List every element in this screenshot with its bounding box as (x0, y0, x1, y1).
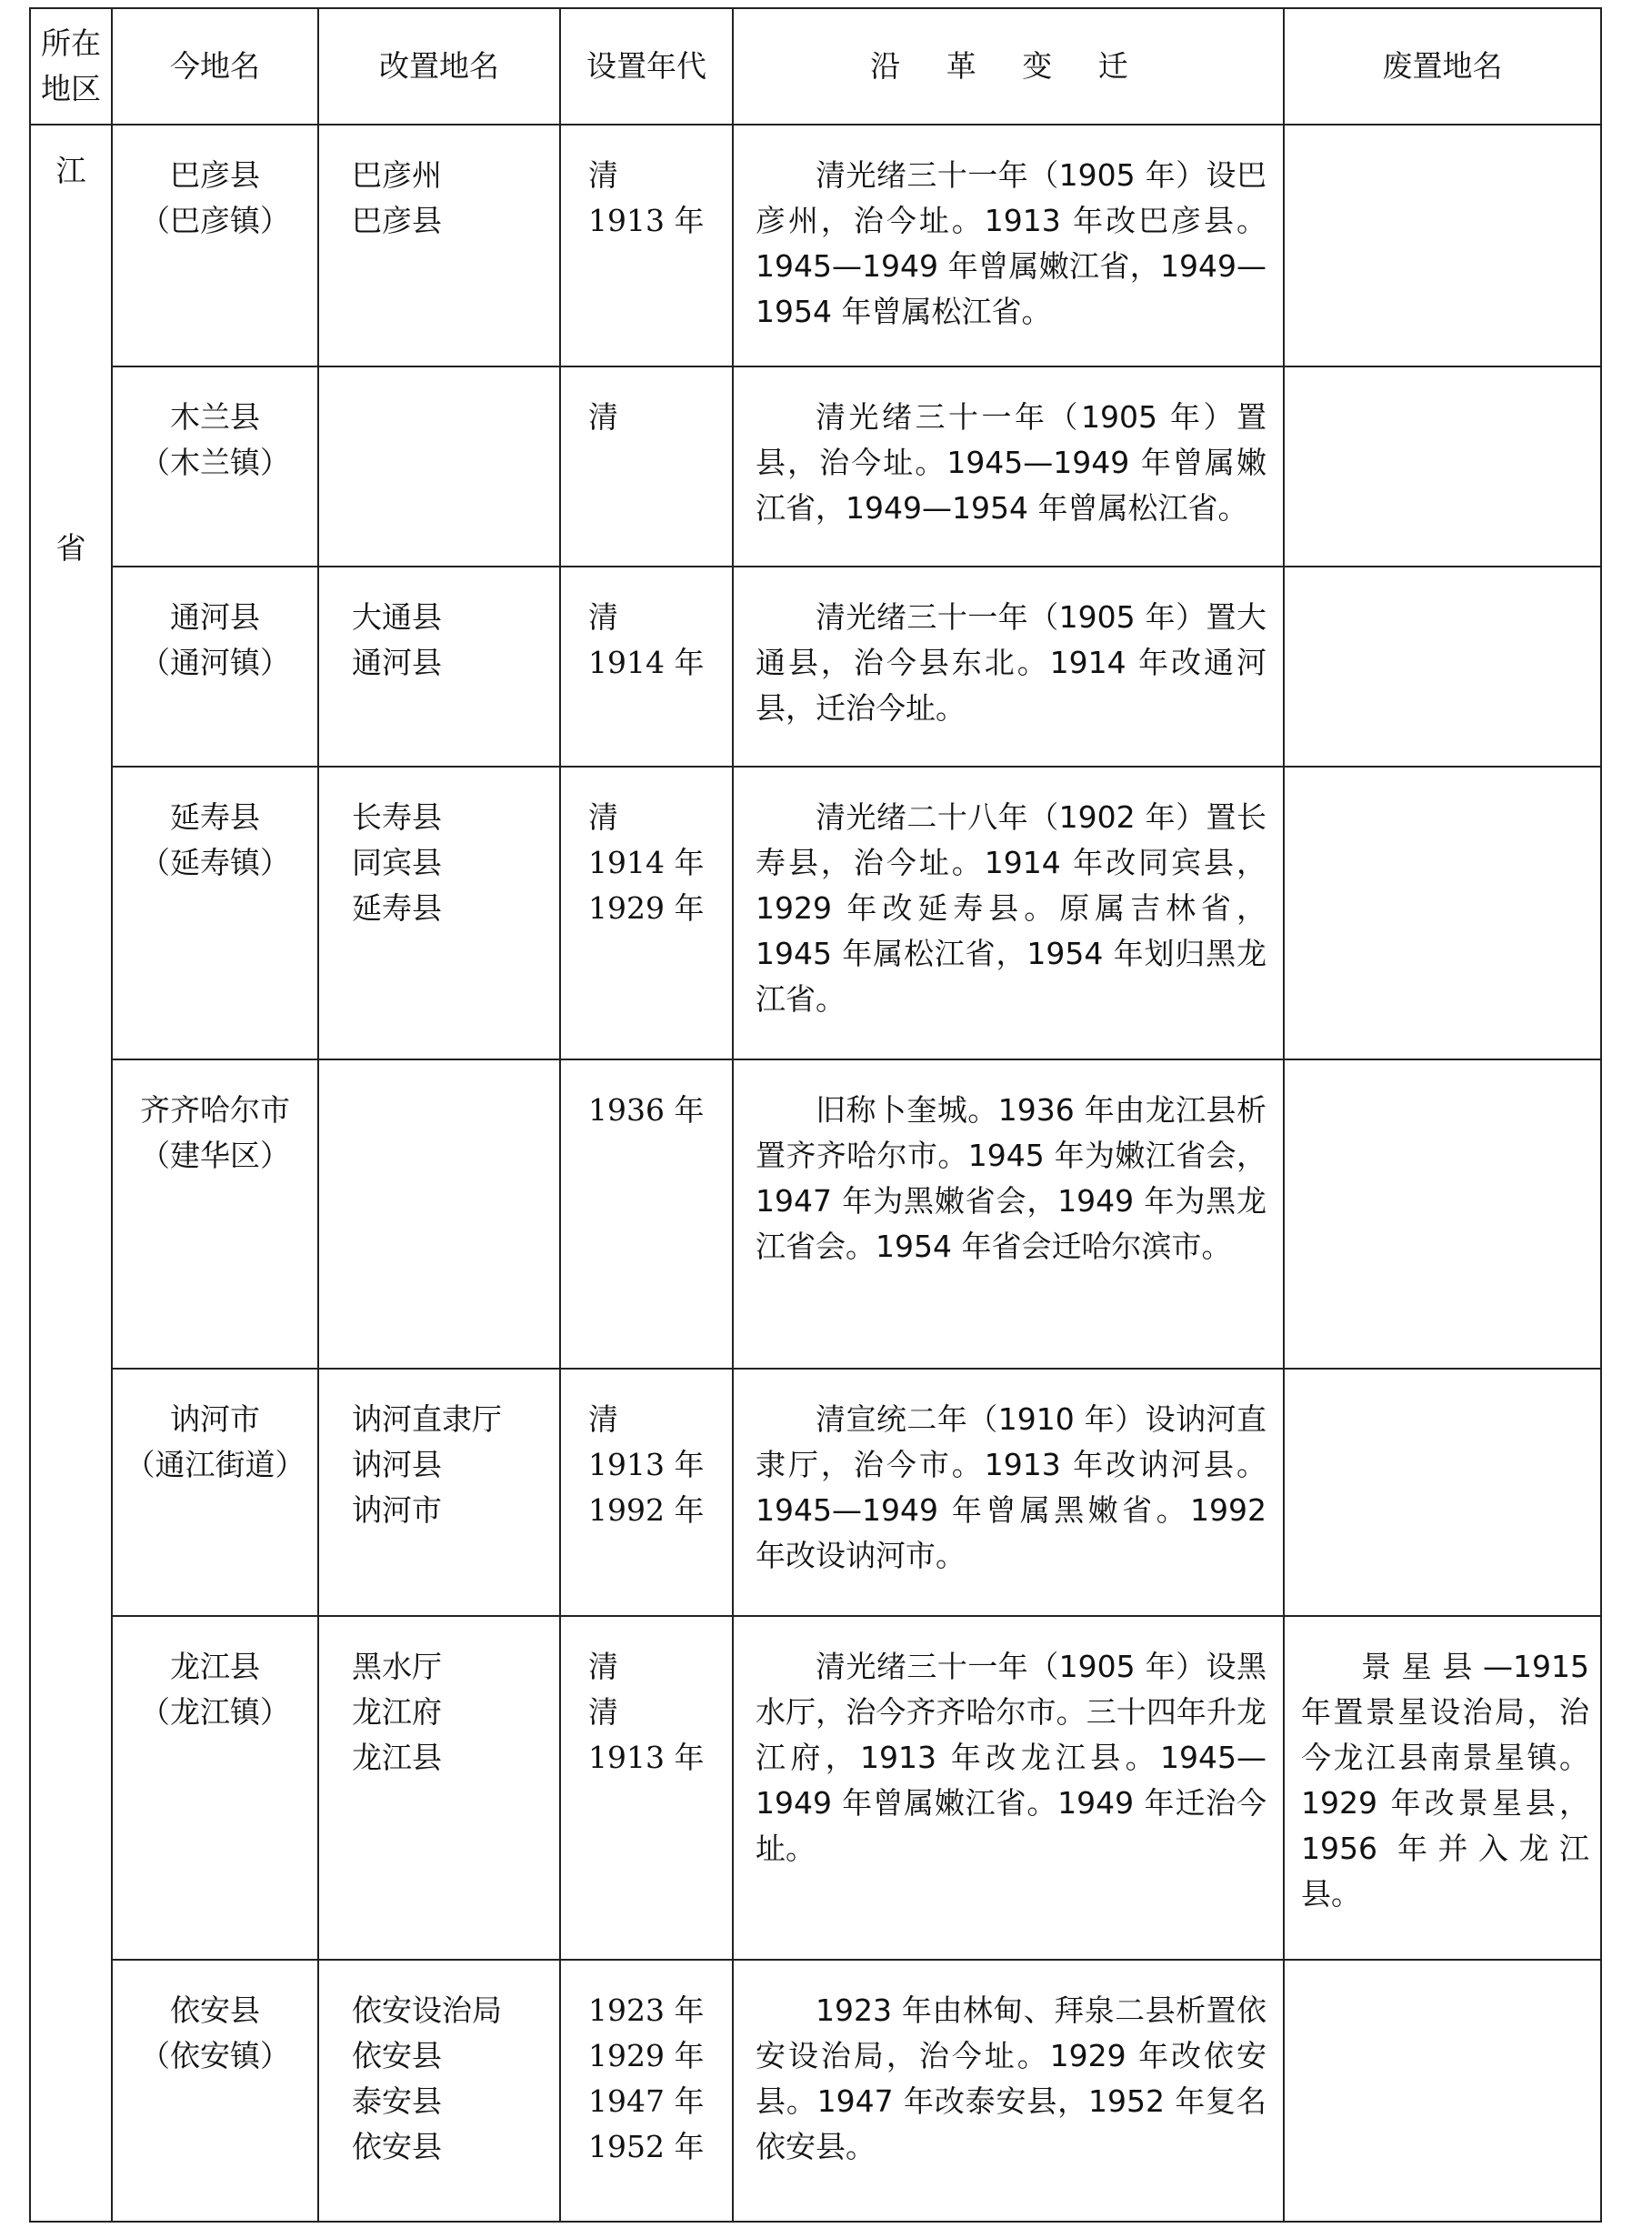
header-region-line1: 所在 (41, 25, 101, 61)
history-cell (733, 1059, 1284, 1369)
renamed-item: 依安县 (352, 2038, 442, 2073)
header-abolished: 废置地名 (1284, 8, 1601, 125)
history-text: 清光绪三十一年（1905 年）设巴彦州，治今址。1913 年改巴彦县。1945—1949 年曾属嫩江省，1949—1954 年曾属松江省。 (756, 157, 1267, 329)
established-cell (560, 1616, 733, 1960)
renamed-item: 依安县 (352, 2129, 442, 2164)
established-cell (560, 567, 733, 767)
table-row (30, 125, 1601, 366)
renamed-item: 通河县 (352, 645, 442, 680)
current-name-cell (112, 1960, 318, 2222)
table-row (30, 1059, 1601, 1369)
renamed-cell (318, 1960, 560, 2222)
renamed-item: 讷河市 (352, 1492, 442, 1528)
year-item: 1947 年 (588, 2083, 705, 2119)
place-seat: （依安镇） (140, 2038, 290, 2073)
history-text: 清光绪三十一年（1905 年）置大通县，治今县东北。1914 年改通河县，迁治今址。 (756, 599, 1267, 726)
header-current-name: 今地名 (112, 8, 318, 125)
year-item: 1929 年 (588, 2038, 705, 2073)
place-name: 依安县 (170, 1992, 260, 2028)
year-item: 1913 年 (588, 1740, 705, 1775)
history-cell (733, 1369, 1284, 1616)
year-item: 1929 年 (588, 890, 705, 926)
established-cell (560, 1960, 733, 2222)
header-history: 沿 革 变 迁 (733, 8, 1284, 125)
current-name-cell (112, 125, 318, 366)
renamed-item: 讷河县 (352, 1447, 442, 1482)
history-text: 清光绪三十一年（1905 年）设黑水厅，治今齐齐哈尔市。三十四年升龙江府，1913 年改龙江县。1945—1949 年曾属嫩江省。1949 年迁治今址。 (756, 1649, 1267, 1866)
table-row (30, 767, 1601, 1059)
current-name-cell (112, 1616, 318, 1960)
place-seat: （通江街道） (125, 1447, 305, 1482)
renamed-item: 延寿县 (352, 890, 442, 926)
history-cell (733, 366, 1284, 567)
place-name: 通河县 (170, 599, 260, 635)
year-item: 清 (588, 399, 618, 435)
year-item: 清 (588, 1649, 618, 1684)
renamed-item: 同宾县 (352, 845, 442, 880)
history-text: 清光绪三十一年（1905 年）置县，治今址。1945—1949 年曾属嫩江省，1949—1954 年曾属松江省。 (756, 399, 1267, 526)
place-name: 延寿县 (170, 799, 260, 835)
abolished-cell (1284, 366, 1601, 567)
table-row (30, 366, 1601, 567)
renamed-item: 长寿县 (352, 799, 442, 835)
table-row (30, 1369, 1601, 1616)
place-name: 木兰县 (170, 399, 260, 435)
abolished-cell (1284, 1059, 1601, 1369)
renamed-cell (318, 567, 560, 767)
year-item: 1992 年 (588, 1492, 705, 1528)
renamed-cell (318, 125, 560, 366)
header-region-line2: 地区 (41, 71, 101, 106)
history-text: 1923 年由林甸、拜泉二县析置依安设治局，治今址。1929 年改依安县。1947 年改泰安县，1952 年复名依安县。 (756, 1992, 1267, 2164)
place-name: 齐齐哈尔市 (140, 1092, 290, 1128)
established-cell (560, 366, 733, 567)
year-item: 1923 年 (588, 1992, 705, 2028)
header-region (30, 8, 112, 125)
history-cell (733, 1960, 1284, 2222)
table-row (30, 1616, 1601, 1960)
year-item: 1936 年 (588, 1092, 705, 1128)
abolished-cell (1284, 1616, 1601, 1960)
renamed-item: 巴彦州 (352, 157, 442, 193)
header-established: 设置年代 (560, 8, 733, 125)
year-item: 清 (588, 599, 618, 635)
place-name: 讷河市 (170, 1401, 260, 1437)
abolished-cell (1284, 767, 1601, 1059)
abolished-cell (1284, 1960, 1601, 2222)
renamed-cell (318, 1059, 560, 1369)
gazetteer-table (29, 7, 1602, 2223)
year-item: 清 (588, 799, 618, 835)
current-name-cell (112, 567, 318, 767)
established-cell (560, 1059, 733, 1369)
region-char: 江 (55, 153, 86, 188)
year-item: 1913 年 (588, 203, 705, 238)
renamed-cell (318, 1616, 560, 1960)
history-cell (733, 125, 1284, 366)
current-name-cell (112, 366, 318, 567)
renamed-item: 黑水厅 (352, 1649, 442, 1684)
header-renamed: 改置地名 (318, 8, 560, 125)
place-seat: （延寿镇） (140, 845, 290, 880)
place-name: 龙江县 (170, 1649, 260, 1684)
renamed-item: 讷河直隶厅 (352, 1401, 502, 1437)
table-row (30, 567, 1601, 767)
history-cell (733, 767, 1284, 1059)
renamed-cell (318, 1369, 560, 1616)
place-seat: （建华区） (140, 1138, 290, 1173)
renamed-item: 大通县 (352, 599, 442, 635)
abolished-text: 景星县—1915 年置景星设治局，治今龙江县南景星镇。1929 年改景星县，1956 年并入龙江县。 (1301, 1649, 1589, 1912)
year-item: 清 (588, 1694, 618, 1730)
year-item: 1913 年 (588, 1447, 705, 1482)
history-text: 清光绪二十八年（1902 年）置长寿县，治今址。1914 年改同宾县，1929 年改延寿县。原属吉林省，1945 年属松江省，1954 年划归黑龙江省。 (756, 799, 1267, 1017)
renamed-item: 巴彦县 (352, 203, 442, 238)
history-cell (733, 567, 1284, 767)
established-cell (560, 767, 733, 1059)
header-row (30, 8, 1601, 125)
current-name-cell (112, 1369, 318, 1616)
renamed-item: 泰安县 (352, 2083, 442, 2119)
region-cell (30, 125, 112, 2222)
current-name-cell (112, 1059, 318, 1369)
year-item: 1914 年 (588, 645, 705, 680)
history-text: 旧称卜奎城。1936 年由龙江县析置齐齐哈尔市。1945 年为嫩江省会，1947 年为黑嫩省会，1949 年为黑龙江省会。1954 年省会迁哈尔滨市。 (756, 1092, 1267, 1264)
abolished-cell (1284, 567, 1601, 767)
abolished-cell (1284, 125, 1601, 366)
year-item: 1914 年 (588, 845, 705, 880)
place-seat: （龙江镇） (140, 1694, 290, 1730)
place-seat: （巴彦镇） (140, 203, 290, 238)
year-item: 清 (588, 157, 618, 193)
renamed-item: 依安设治局 (352, 1992, 502, 2028)
history-text: 清宣统二年（1910 年）设讷河直隶厅，治今市。1913 年改讷河县。1945—1949 年曾属黑嫩省。1992 年改设讷河市。 (756, 1401, 1267, 1573)
place-name: 巴彦县 (170, 157, 260, 193)
year-item: 1952 年 (588, 2129, 705, 2164)
renamed-cell (318, 767, 560, 1059)
history-cell (733, 1616, 1284, 1960)
renamed-cell (318, 366, 560, 567)
place-seat: （木兰镇） (140, 445, 290, 480)
table-row (30, 1960, 1601, 2222)
renamed-item: 龙江府 (352, 1694, 442, 1730)
abolished-cell (1284, 1369, 1601, 1616)
year-item: 清 (588, 1401, 618, 1437)
established-cell (560, 1369, 733, 1616)
place-seat: （通河镇） (140, 645, 290, 680)
renamed-item: 龙江县 (352, 1740, 442, 1775)
established-cell (560, 125, 733, 366)
region-char: 省 (55, 530, 86, 566)
current-name-cell (112, 767, 318, 1059)
